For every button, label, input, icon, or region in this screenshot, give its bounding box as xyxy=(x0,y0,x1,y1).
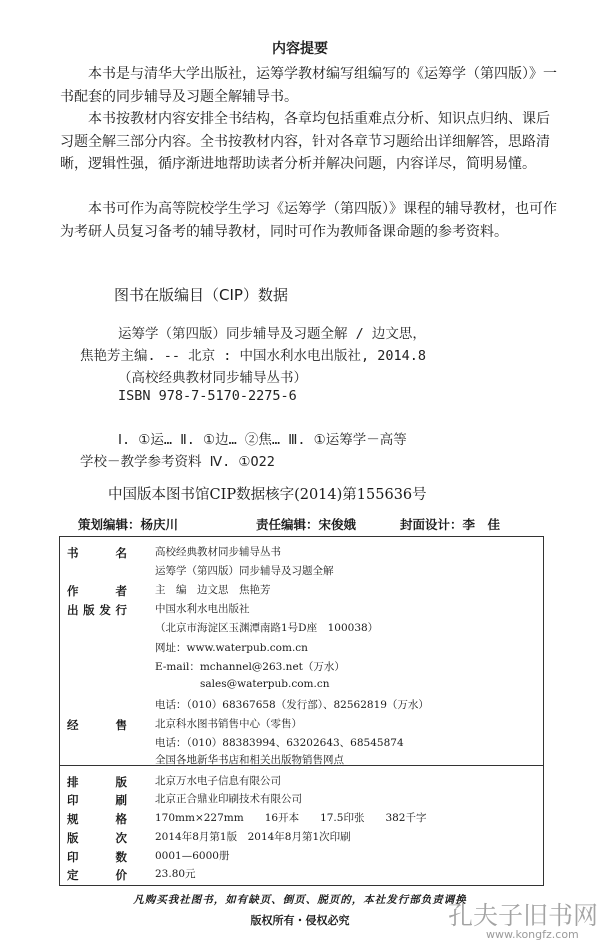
cip-title: 图书在版编目（CIP）数据 xyxy=(114,286,288,304)
label-printing: 印 刷 xyxy=(67,793,127,807)
seller-name: 北京科水图书销售中心（零售） xyxy=(155,718,302,730)
label-author: 作 者 xyxy=(67,584,127,598)
publisher-website: 网址：www.waterpub.com.cn xyxy=(155,642,308,654)
publisher-name: 中国水利水电出版社 xyxy=(155,603,250,615)
responsible-editor: 责任编辑：宋俊娥 xyxy=(256,517,357,532)
print-run-value: 0001—6000册 xyxy=(155,850,230,862)
publisher-phone: 电话：（010）68367658（发行部）、82562819（万水） xyxy=(155,699,429,711)
seller-outlets: 全国各地新华书店和相关出版物销售网点 xyxy=(155,754,344,766)
copyright-notice: 版权所有・侵权必究 xyxy=(250,914,350,927)
edition-value: 2014年8月第1版 2014年8月第1次印刷 xyxy=(155,831,351,843)
label-book-name: 书 名 xyxy=(67,546,127,560)
cip-line: 学校－教学参考资料 Ⅳ. ①O22 xyxy=(80,454,275,470)
publisher-email: E-mail：mchannel@263.net（万水） xyxy=(155,661,345,673)
watermark-logo: 孔夫子旧书网 xyxy=(448,901,599,930)
cip-line: 运筹学（第四版）同步辅导及习题全解 / 边文思， xyxy=(118,326,426,342)
cip-line: 焦艳芳主编. -- 北京 : 中国水利水电出版社, 2014.8 xyxy=(80,348,427,364)
label-publisher: 出版发行 xyxy=(67,603,127,617)
cip-isbn: ISBN 978-7-5170-2275-6 xyxy=(118,388,297,404)
summary-paragraph-1: 本书是与清华大学出版社，运筹学教材编写组编写的《运筹学（第四版）》一书配套的同步辅导及习题全解辅导书。 xyxy=(60,66,557,105)
spec-value: 170mm×227mm 16开本 17.5印张 382千字 xyxy=(155,812,427,824)
seller-phone: 电话：（010）88383994、63202643、68545874 xyxy=(155,737,404,749)
book-title: 运筹学（第四版）同步辅导及习题全解 xyxy=(155,565,334,577)
label-spec: 规 格 xyxy=(67,812,127,826)
summary-paragraph-3: 本书可作为高等院校学生学习《运筹学（第四版）》课程的辅导教材，也可作为考研人员复习备考的辅导教材，同时可作为教师备课命题的参考资料。 xyxy=(60,201,557,240)
cip-line: （高校经典教材同步辅导丛书） xyxy=(118,370,307,386)
printing-value: 北京正合鼎业印刷技术有限公司 xyxy=(155,793,302,805)
publication-info-box xyxy=(59,536,544,886)
planning-editor: 策划编辑：杨庆川 xyxy=(78,517,179,532)
cover-designer: 封面设计：李 佳 xyxy=(400,517,501,532)
cip-number: 中国版本图书馆CIP数据核字(2014)第155636号 xyxy=(108,487,427,503)
series-name: 高校经典教材同步辅导丛书 xyxy=(155,546,281,558)
author-value: 主 编 边文思 焦艳芳 xyxy=(155,584,271,596)
publisher-address: （北京市海淀区玉渊潭南路1号D座 100038） xyxy=(155,622,379,634)
publisher-email-sales: sales@waterpub.com.cn xyxy=(200,678,330,690)
return-notice: 凡购买我社图书，如有缺页、倒页、脱页的，本社发行部负责调换 xyxy=(133,894,467,906)
label-price: 定 价 xyxy=(67,868,127,882)
label-edition: 版 次 xyxy=(67,831,127,845)
price-value: 23.80元 xyxy=(155,868,196,880)
cip-line: Ⅰ. ①运… Ⅱ. ①边… ②焦… Ⅲ. ①运筹学－高等 xyxy=(118,432,407,448)
typesetting-value: 北京万水电子信息有限公司 xyxy=(155,775,281,787)
label-print-run: 印 数 xyxy=(67,850,127,864)
summary-title: 内容提要 xyxy=(272,41,328,57)
watermark-url: www.kongfz.com xyxy=(486,928,579,941)
label-typesetting: 排 版 xyxy=(67,775,127,789)
label-seller: 经 售 xyxy=(67,718,127,732)
summary-paragraph-2: 本书按教材内容安排全书结构，各章均包括重难点分析、知识点归纳、课后习题全解三部分内容。全书按教材内容，针对各章节习题给出详细解答，思路清晰，逻辑性强，循序渐进地帮助读者分析并解决问题，内容详尽，简明易懂。 xyxy=(60,111,550,172)
